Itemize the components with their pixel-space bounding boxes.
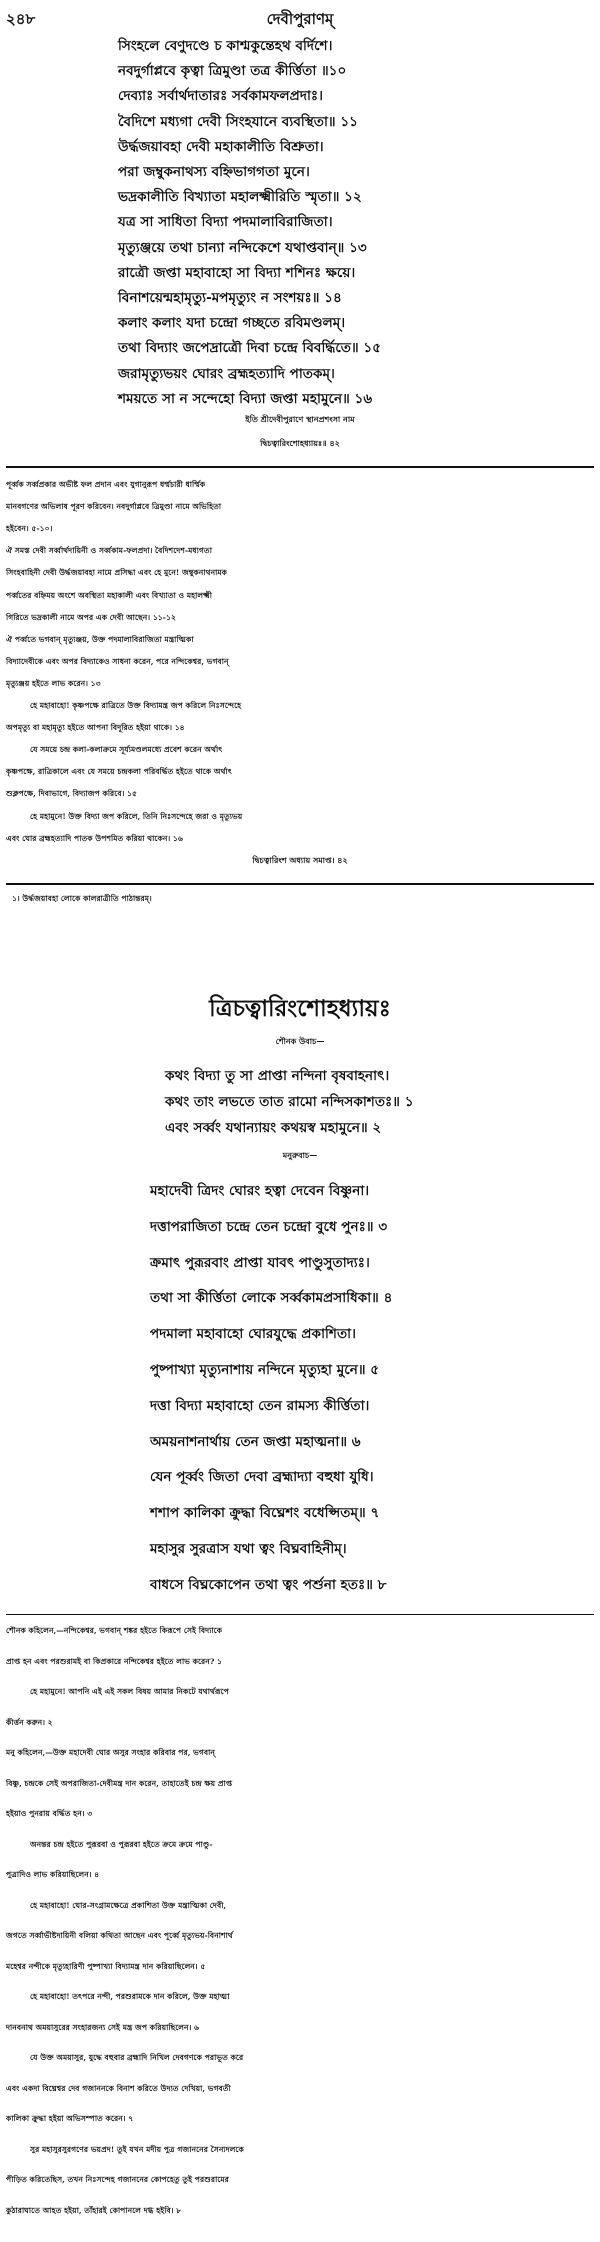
divider — [6, 1614, 594, 1615]
verse-line: তথা সা কীৰ্ত্তিতা লোকে সৰ্ব্বকামপ্রসাধিকা॥ ৪ — [150, 1290, 393, 1307]
verse-line: দত্তা বিদ্যা মহাবাহো তেন রামস্য কীৰ্ত্তিতা। — [150, 1397, 370, 1414]
verse-line: ভদ্রকালীতি বিখ্যাতা মহালক্ষ্মীরিতি স্মৃতা॥ ১২ — [118, 189, 362, 206]
translation-line: জগতে সৰ্ব্বাভীষ্টদায়িনী বলিয়া কথিতা আছেন এবং পূর্ব্বে মৃত্যুভয়-বিনাশার্থ — [6, 1931, 233, 1940]
verse-line: যেন পূর্ব্বং জিতা দেবা ব্রহ্মাদ্যা বহুধা যুধি। — [150, 1469, 374, 1486]
translation-line: বিষ্ণু, চন্দ্রকে সেই অপরাজিতা-দেবীমন্ত্র দান করেন, তাহাতেই চন্দ্র ক্ষয় প্রাপ্ত — [6, 1778, 233, 1788]
verse-line: শময়তে সা ন সন্দেহো বিদ্যা জপ্তা মহামুনে॥ ১৬ — [118, 390, 373, 407]
speaker-shaunaka: শৌনক উবাচ— — [275, 1036, 325, 1046]
colophon-line-1: ইতি শ্রীদেবীপুরাণে স্থানপ্রশংসা নাম — [245, 414, 355, 424]
speaker-manu: মনুরুবাচ— — [282, 1150, 318, 1160]
translation-line: মহেশ্বর নন্দীকে মৃত্যুহারিণী পুষ্পাখ্যা বিদ্যামন্ত্র দান করিয়াছিলেন। ৫ — [6, 1961, 206, 1971]
translation-line: মনু কহিলেন,—উক্ত মহাদেবী ঘোর অসুর সংহার করিবার পর, ভগবান্ — [6, 1748, 215, 1757]
verse-line: অময়নাশনার্থায় তেন জপ্তা মহাত্মনা॥ ৬ — [150, 1433, 361, 1450]
verse-line: এবং সৰ্ব্বং যথান্যায়ং কথয়স্ব মহামুনে॥ ২ — [165, 1120, 382, 1136]
verse-line: শশাপ কালিকা ক্রুদ্ধা বিঘ্নেশং বধেপ্সিতম্॥ ৭ — [150, 1505, 380, 1522]
verse-line: কথং বিদ্যা তু সা প্রাপ্তা নন্দিনা বৃষবাহনাৎ। — [165, 1068, 390, 1084]
translation-line: হইবেন। ৫-১০। — [6, 524, 53, 534]
translation-line: বিদ্যাদেবীকে এবং অপর বিদ্যাকেও সাধনা করেন, পরে নন্দিকেশ্বর, ভগবান্ — [6, 656, 229, 666]
translation-line: ঐ পৰ্ব্বতে ভগবান্ মৃত্যুঞ্জয়, উক্ত পদমালাবিরাজিতা মন্ত্রাত্মিকা — [6, 634, 194, 644]
translation-line: শৌনক কহিলেন,—নন্দিকেশ্বর, ভগবান্ শঙ্কর হইতে কিরূপে সেই বিদ্যাকে — [6, 1626, 223, 1635]
verse-line: বৈদিশে মধ্যগা দেবী সিংহযানে ব্যবস্থিতা॥ ১১ — [118, 113, 358, 130]
verse-line: বিনাশয়েন্মহামৃত্যু-মপমৃত্যুং ন সংশয়ঃ॥ ১৪ — [118, 290, 342, 306]
translation-line: ঐ সমস্ত দেবী সৰ্ব্বার্থদায়িনী ও সৰ্ব্বকাম-ফলপ্রদা। বৈদিশদেশ-মধ্যগতা — [6, 546, 212, 556]
chapter-title: ত্রিচত্বারিংশোহধ্যায়ঃ — [209, 995, 391, 1022]
translation-line: শুক্লপক্ষে, দিবাভাগে, বিদ্যাজপ করিবে। ১৫ — [6, 789, 138, 799]
verse-line: মৃত্যুঞ্জয়ে তথা চান্যা নন্দিকেশে যথাপ্তবান্॥ ১৩ — [118, 239, 367, 256]
verse-line: কলাং কলাং যদা চন্দ্রো গচ্ছতে রবিমণ্ডলম্। — [118, 315, 346, 332]
verse-line: দত্তাপরাজিতা চন্দ্রে তেন চন্দ্রো বুধে পুনঃ॥ ৩ — [150, 1218, 388, 1235]
translation-line: অপমৃত্যু বা মহামৃত্যু হইতে আপনা বিদূরিত হইয়া থাকে। ১৪ — [6, 723, 185, 733]
translation-line: পর্ব্বতের বহ্নিময় অংশে অবস্থিতা মহাকালী এবং বিখ্যাতা ও মহালক্ষ্মী — [6, 590, 212, 600]
colophon-line-2: দ্বিচত্বারিংশোহধ্যায়ঃ॥ ৪২ — [260, 438, 340, 448]
verse-line: পরা জম্বুকনাথস্য বহ্নিভাগগতা মুনে। — [118, 164, 310, 180]
verse-line: তথা বিদ্যাং জপেদ্রাত্রৌ দিবা চন্দ্রে বিবর্দ্ধিতে॥ ১৫ — [118, 340, 382, 357]
divider — [6, 883, 594, 885]
verse-line: বাধসে বিঘ্নকোপেন তথা ত্বং পর্শুনা হতঃ॥ ৮ — [150, 1576, 387, 1593]
verse-line: পদমালা মহাবাহো ঘোরযুদ্ধে প্রকাশিতা। — [150, 1326, 356, 1343]
verse-line: নবদুর্গাপ্লবে কৃত্বা ত্রিমুণ্ডা তত্র কীৰ্ত্তিতা ॥১০ — [118, 63, 347, 80]
translation-line: পুত্রাদিও লাভ করিয়াছিলেন। ৪ — [6, 1870, 100, 1879]
translation-line: হে মহাবাহো! তৎপরে নন্দী, পরশুরামকে দান করিলে, উক্ত মহাত্মা — [30, 1992, 230, 2001]
translation-line: সুর মহাসুরসুরগণের ভয়প্রদ! তুই যখন মদীয় পুত্র গজাননের সৈন্যদলকে — [30, 2144, 244, 2154]
translation-line: কুঠারাঘাতে আহত হইয়া, তাঁহারই কোপানলে দগ্ধ হইবি। ৮ — [6, 2205, 182, 2215]
translation-line: কৃষ্ণপক্ষে, রাত্রিকালে এবং যে সময়ে চন্দ্রকলা পরিবর্দ্ধিত হইতে থাকে অর্থাৎ — [6, 767, 232, 777]
verse-line: রাত্রৌ জপ্তা মহাবাহো সা বিদ্যা শশিনঃ ক্ষয়ে। — [118, 264, 356, 281]
verse-line: সিংহলে বেণুদণ্ডে চ কাশ্মকুন্তেহথ বৰ্দিশে। — [118, 38, 333, 54]
translation-line: গিরিতে ভদ্রকালী নামে অপর এক দেবী আছেন। ১১-১২ — [6, 612, 176, 622]
verse-line: উৰ্দ্ধজয়াবহা দেবী মহাকালীতি বিশ্রুতা। — [118, 138, 324, 155]
translation-line: হে মহামুনে! আপনি এই এই সকল বিষয় আমার নিকটে যথার্থরূপে — [30, 1687, 229, 1696]
translation-line: পূর্ব্বক সৰ্ব্বপ্রকার অভীষ্ট ফল প্রদান এবং যুগানুরূপ ধৰ্ম্মচারী ধাৰ্ম্মিক — [6, 480, 206, 489]
page-title: দেবীপুরাণম্ — [266, 10, 334, 28]
translation-line: এবং একদা বিঘ্নেশ্বর দেব গজাননকে বিনাশ করিতে উদ্যত দেখিয়া, ভগবতী — [6, 2083, 231, 2093]
translation-line: দানবনাথ অময়াসুরের সংহারজন্য সেই মন্ত্র জপ করিয়াছিলেন। ৬ — [6, 2022, 200, 2032]
translation-line: অনন্তর চন্দ্র হইতে পুরূরবা ও পুরূরবা হইতে ক্রমে ক্রমে পাণ্ডু- — [30, 1839, 213, 1849]
verse-line: জরামৃত্যুভয়ং ঘোরং ব্রহ্মহত্যাদি পাতকম্। — [118, 365, 335, 382]
verse-line: যত্র সা সাধিতা বিদ্যা পদমালাবিরাজিতা। — [118, 214, 333, 231]
translation-line: হে মহাবাহো! কৃষ্ণপক্ষে রাত্রিতে উক্ত বিদ্যামন্ত্র জপ করিলে নিঃসন্দেহে — [30, 701, 242, 710]
translation-line: যে উক্ত অময়াসুর, যুদ্ধে বহুবার ব্রহ্মাদি নিখিল দেবগণকে পরাভূত করে — [30, 2053, 244, 2062]
verse-line: কথং তাং লভতে তাত রামো নন্দিসকাশতঃ॥ ১ — [165, 1094, 414, 1110]
translation-line: হে মহাবাহো! ঘোর-সংগ্রামক্ষেত্রে প্রকাশিতা উক্ত মন্ত্রাত্মিকা দেবী, — [30, 1900, 227, 1910]
translation-line: এবং ঘোর ব্রহ্মহত্যাদি পাতক উপশমিত করিয়া থাকেন। ১৬ — [6, 833, 183, 843]
translation-line: সিংহবাহিনী দেবী উৰ্দ্ধজয়াবহা নামে প্রসিদ্ধা এবং হে মুনে! জম্বুকনাথনামক — [6, 568, 228, 578]
translation-line: হে মহামুনে! উক্ত বিদ্যা জপ করিলে, তিনি নিঃসন্দেহে জরা ও মৃত্যুভয় — [30, 811, 243, 821]
page-number: ২৪৮ — [6, 10, 36, 28]
translation-line: কীৰ্ত্তন করুন। ২ — [6, 1717, 53, 1727]
translation-line: যে সময়ে চন্দ্র কলা-কলাক্রমে সূৰ্য্যমণ্ডলমধ্যে প্রবেশ করেন অর্থাৎ — [30, 745, 223, 755]
verse-line: পুষ্পাখ্যা মৃত্যুনাশায় নন্দিনে মৃত্যুহা মুনে॥ ৫ — [150, 1362, 380, 1378]
divider — [6, 466, 594, 468]
translation-line: মানবগণের অভিলাষ পূরণ করিবেন। নবদুর্গাপ্লবে ত্রিমুণ্ডা নামে অভিহিতা — [6, 502, 222, 512]
translation-line: হইয়াও পুনরায় বৰ্দ্ধিত হন। ৩ — [6, 1809, 93, 1818]
verse-line: দেব্যাঃ সৰ্বার্থদাতারঃ সর্বকামফলপ্রদাঃ। — [118, 88, 324, 105]
page-header — [6, 8, 594, 30]
bengali-colophon: দ্বিচত্বারিংশ অধ্যায় সমাপ্ত। ৪২ — [252, 855, 348, 865]
footnote: ১। উৰ্দ্ধজয়াবহা লোকে কালরাত্রীতি পাঠান্তরম্। — [12, 894, 152, 903]
verse-line: মহাসুর সুরত্রাস যথা ত্বং বিঘ্নবাহিনীম্। — [150, 1541, 347, 1557]
translation-line: মৃত্যুঞ্জয় হইতে লাভ করেন। ১৩ — [6, 678, 101, 688]
verse-line: ক্রমাৎ পুরূরবাং প্রাপ্তা যাবৎ পাণ্ডুসুতাদ্যঃ। — [150, 1254, 370, 1271]
translation-line: কালিকা ক্রুদ্ধা হইয়া অভিসম্পাত করেন। ৭ — [6, 2114, 134, 2123]
verse-line: মহাদেবী ত্রিদং ঘোরং হত্বা দেবেন বিষ্ণুনা। — [150, 1183, 370, 1199]
translation-line: পীড়িত করিতেছিস, তখন নিঃসন্দেহ গজাননের কোপহেতু তুই পরশুরামের — [6, 2175, 229, 2184]
translation-line: প্রাপ্ত হন এবং পরশুরামই বা কিপ্রকারে নন্দিকেশ্বর হইতে লাভ করেন? ১ — [6, 1656, 223, 1666]
